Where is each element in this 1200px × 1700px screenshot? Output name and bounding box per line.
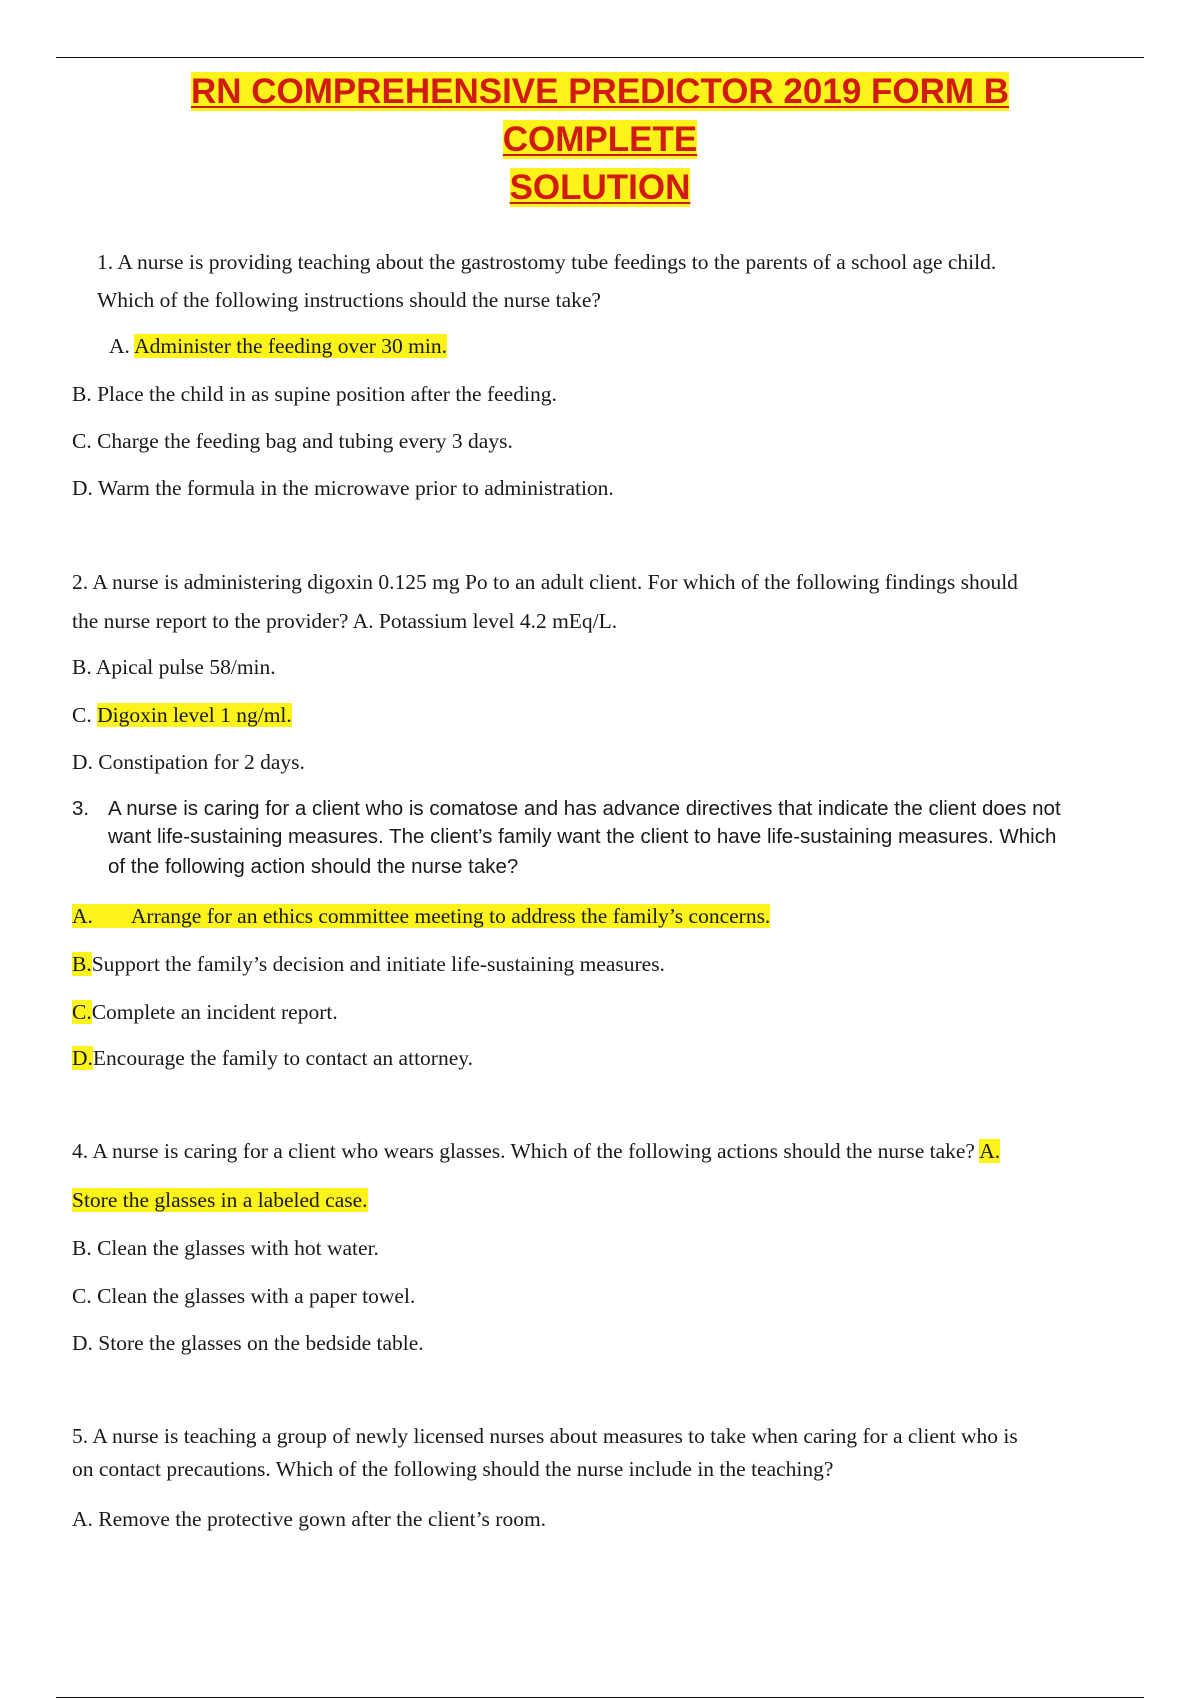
- q3-option-a: [72, 902, 770, 930]
- q3-option-b: [72, 950, 665, 978]
- q4-option-d: D. Store the glasses on the bedside table.: [72, 1331, 424, 1355]
- q2-stem-line-1: 2. A nurse is administering digoxin 0.125 mg Po to an adult client. For which of the following findings should: [72, 570, 1018, 594]
- q3-option-a-label: A.: [72, 904, 93, 928]
- bottom-rule: [56, 1697, 1144, 1698]
- q1-stem-line-2: Which of the following instructions should the nurse take?: [97, 288, 601, 312]
- q2-option-c-label: C.: [72, 703, 92, 727]
- q5-option-a: A. Remove the protective gown after the client’s room.: [72, 1507, 547, 1531]
- q2-stem-line-2: the nurse report to the provider? A. Potassium level 4.2 mEq/L.: [72, 609, 618, 633]
- q1-option-b: B. Place the child in as supine position after the feeding.: [72, 382, 557, 406]
- q3-option-a-answer: [72, 904, 770, 928]
- page-title: [100, 68, 1100, 212]
- q1-option-a: [109, 332, 447, 360]
- q5-stem-line-2: on contact precautions. Which of the following should the nurse include in the teaching?: [72, 1457, 834, 1481]
- q3-option-c-text: Complete an incident report.: [91, 1000, 338, 1024]
- q5-stem-line-1: 5. A nurse is teaching a group of newly licensed nurses about measures to take when caring for a client who is: [72, 1424, 1018, 1448]
- q3-option-c: [72, 998, 338, 1026]
- q1-option-a-label: A.: [109, 334, 130, 358]
- q3-option-d-text: Encourage the family to contact an attorney.: [92, 1046, 473, 1070]
- q3-option-d-label: D.: [72, 1046, 93, 1070]
- q4-stem-text: 4. A nurse is caring for a client who wears glasses. Which of the following actions should the nurse take?: [72, 1139, 975, 1163]
- q2-option-c-answer: Digoxin level 1 ng/ml.: [97, 703, 292, 727]
- q4-option-a-text: Store the glasses in a labeled case.: [72, 1188, 368, 1212]
- q3-stem-line-2: want life-sustaining measures. The client’s family want the client to have life-sustaining measures. Which: [108, 825, 1057, 848]
- q4-option-c: C. Clean the glasses with a paper towel.: [72, 1284, 416, 1308]
- q3-option-a-text: Arrange for an ethics committee meeting to address the family’s concerns.: [130, 904, 771, 928]
- q1-option-c: C. Charge the feeding bag and tubing every 3 days.: [72, 429, 513, 453]
- title-line-2: SOLUTION: [509, 168, 691, 207]
- q4-option-a-label: A.: [979, 1139, 1001, 1163]
- q2-option-b: B. Apical pulse 58/min.: [72, 655, 276, 679]
- q3-option-b-label: B.: [72, 952, 92, 976]
- top-rule: [56, 57, 1144, 58]
- q4-stem-line-1: [72, 1137, 1000, 1165]
- q2-option-d: D. Constipation for 2 days.: [72, 750, 305, 774]
- q2-option-c: [72, 701, 292, 729]
- q1-option-a-answer: Administer the feeding over 30 min.: [134, 334, 447, 358]
- q1-option-d: D. Warm the formula in the microwave prior to administration.: [72, 476, 614, 500]
- q3-option-d: [72, 1044, 473, 1072]
- q3-number: 3.: [72, 797, 90, 820]
- q3-option-b-text: Support the family’s decision and initiate life-sustaining measures.: [91, 952, 665, 976]
- q3-stem-line-1: A nurse is caring for a client who is comatose and has advance directives that indicate the client does not: [108, 797, 1061, 820]
- q3-stem-line-3: of the following action should the nurse take?: [108, 855, 519, 878]
- q4-option-a-answer: [72, 1186, 368, 1214]
- title-line-1: RN COMPREHENSIVE PREDICTOR 2019 FORM B COMPLETE: [190, 72, 1010, 159]
- q4-option-b: B. Clean the glasses with hot water.: [72, 1236, 379, 1260]
- q3-option-c-label: C.: [72, 1000, 92, 1024]
- q1-stem-line-1: 1. A nurse is providing teaching about the gastrostomy tube feedings to the parents of a school age child.: [97, 250, 997, 274]
